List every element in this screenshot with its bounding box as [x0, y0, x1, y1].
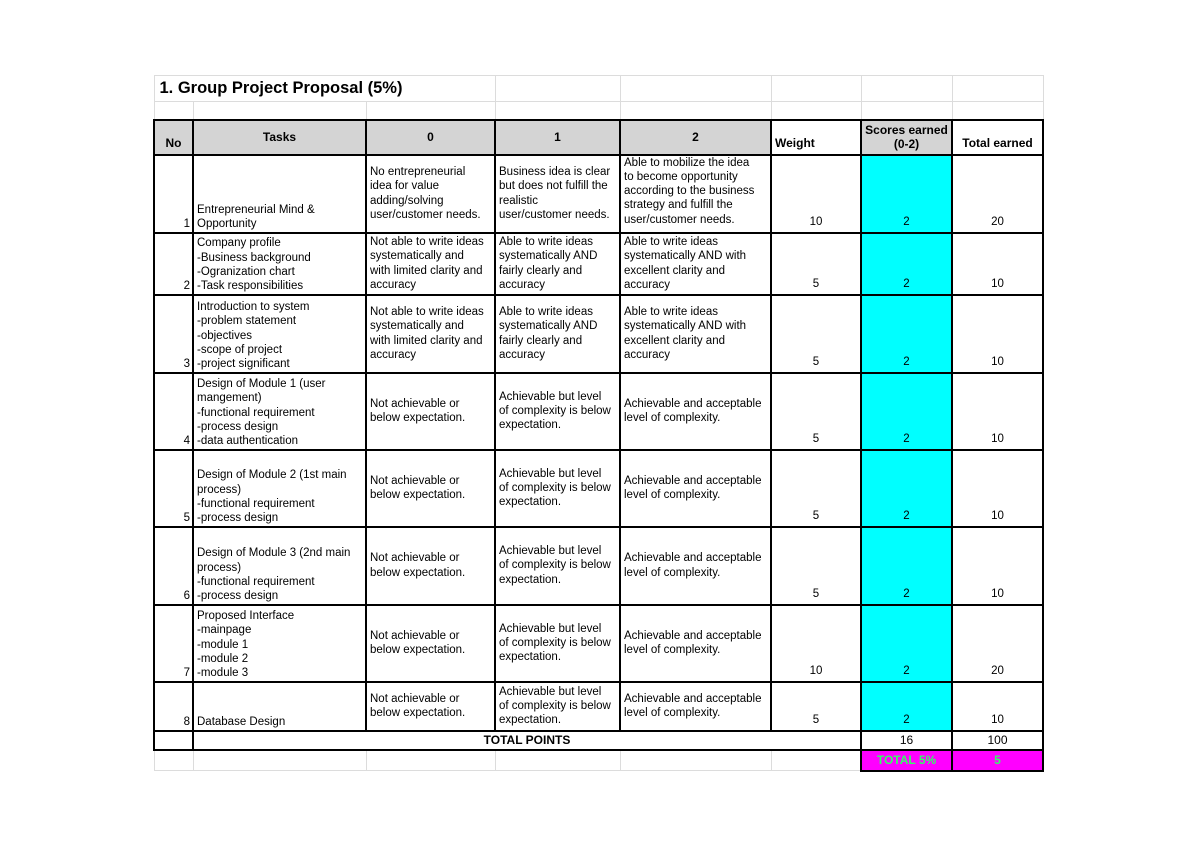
task-cell: Design of Module 1 (user mangement) -functional requirement -process design -data authentication: [193, 373, 366, 450]
score-cell: 2: [861, 450, 952, 527]
level-1-criteria: Able to write ideas systematically AND fairly clearly and accuracy: [495, 233, 620, 295]
score-cell: 2: [861, 605, 952, 682]
header-row: [154, 120, 1043, 155]
header-weight: Weight: [771, 120, 861, 155]
level-2-criteria: Able to mobilize the idea to become opportunity according to the business strategy and fulfill the user/customer needs.: [620, 155, 771, 233]
weight-cell: 5: [771, 373, 861, 450]
level-0-criteria: Not achievable or below expectation.: [366, 527, 495, 605]
total-earned-cell: 10: [952, 527, 1043, 605]
level-2-criteria: Achievable and acceptable level of complexity.: [620, 373, 771, 450]
row-number: 2: [154, 233, 193, 295]
header-no: No: [154, 120, 193, 155]
final-row: [154, 750, 1043, 771]
weight-cell: 5: [771, 450, 861, 527]
row-number: 5: [154, 450, 193, 527]
scores-sum: 16: [861, 731, 952, 750]
level-2-criteria: Achievable and acceptable level of complexity.: [620, 605, 771, 682]
level-1-criteria: Achievable but level of complexity is below expectation.: [495, 527, 620, 605]
level-2-criteria: Achievable and acceptable level of complexity.: [620, 527, 771, 605]
total-earned-cell: 10: [952, 373, 1043, 450]
level-1-criteria: Able to write ideas systematically AND fairly clearly and accuracy: [495, 295, 620, 373]
score-cell: 2: [861, 682, 952, 731]
level-1-criteria: Achievable but level of complexity is below expectation.: [495, 450, 620, 527]
title-row: [154, 76, 1043, 102]
rubric-sheet: [153, 75, 1044, 772]
total-sum: 100: [952, 731, 1043, 750]
task-cell: Proposed Interface -mainpage -module 1 -module 2 -module 3: [193, 605, 366, 682]
header-total-earned: Total earned: [952, 120, 1043, 155]
weight-cell: 10: [771, 605, 861, 682]
level-0-criteria: Not achievable or below expectation.: [366, 605, 495, 682]
spacer-row: [154, 102, 1043, 120]
level-1-criteria: Achievable but level of complexity is below expectation.: [495, 682, 620, 731]
row-number: 4: [154, 373, 193, 450]
task-cell: Entrepreneurial Mind & Opportunity: [193, 155, 366, 233]
row-number: 8: [154, 682, 193, 731]
level-0-criteria: Not achievable or below expectation.: [366, 373, 495, 450]
rubric-row: [154, 233, 1043, 295]
level-0-criteria: Not achievable or below expectation.: [366, 450, 495, 527]
rubric-table: [153, 75, 1044, 772]
final-value: 5: [952, 750, 1043, 771]
level-1-criteria: Achievable but level of complexity is below expectation.: [495, 605, 620, 682]
rubric-row: [154, 155, 1043, 233]
level-1-criteria: Achievable but level of complexity is below expectation.: [495, 373, 620, 450]
level-0-criteria: Not able to write ideas systematically and with limited clarity and accuracy: [366, 233, 495, 295]
rubric-row: [154, 373, 1043, 450]
total-earned-cell: 10: [952, 233, 1043, 295]
total-points-label: TOTAL POINTS: [193, 731, 861, 750]
score-cell: 2: [861, 527, 952, 605]
weight-cell: 5: [771, 527, 861, 605]
rubric-row: [154, 295, 1043, 373]
page-title: 1. Group Project Proposal (5%): [154, 76, 495, 102]
header-level-2: 2: [620, 120, 771, 155]
row-number: 7: [154, 605, 193, 682]
row-number: 1: [154, 155, 193, 233]
weight-cell: 5: [771, 233, 861, 295]
total-earned-cell: 10: [952, 450, 1043, 527]
level-0-criteria: Not able to write ideas systematically and with limited clarity and accuracy: [366, 295, 495, 373]
task-cell: Design of Module 2 (1st main process) -functional requirement -process design: [193, 450, 366, 527]
final-label: TOTAL 5%: [861, 750, 952, 771]
header-level-0: 0: [366, 120, 495, 155]
total-earned-cell: 20: [952, 155, 1043, 233]
rubric-row: [154, 450, 1043, 527]
weight-cell: 5: [771, 682, 861, 731]
score-cell: 2: [861, 295, 952, 373]
rubric-row: [154, 605, 1043, 682]
rubric-row: [154, 682, 1043, 731]
task-cell: Company profile -Business background -Ogranization chart -Task responsibilities: [193, 233, 366, 295]
row-number: 6: [154, 527, 193, 605]
level-1-criteria: Business idea is clear but does not fulfill the realistic user/customer needs.: [495, 155, 620, 233]
weight-cell: 10: [771, 155, 861, 233]
task-cell: Design of Module 3 (2nd main process) -functional requirement -process design: [193, 527, 366, 605]
total-points-row: [154, 731, 1043, 750]
level-2-criteria: Able to write ideas systematically AND with excellent clarity and accuracy: [620, 295, 771, 373]
header-level-1: 1: [495, 120, 620, 155]
header-tasks: Tasks: [193, 120, 366, 155]
row-number: 3: [154, 295, 193, 373]
level-0-criteria: No entrepreneurial idea for value adding/solving user/customer needs.: [366, 155, 495, 233]
header-scores-earned: Scores earned (0-2): [861, 120, 952, 155]
level-0-criteria: Not achievable or below expectation.: [366, 682, 495, 731]
total-earned-cell: 10: [952, 682, 1043, 731]
score-cell: 2: [861, 155, 952, 233]
total-earned-cell: 10: [952, 295, 1043, 373]
level-2-criteria: Achievable and acceptable level of complexity.: [620, 682, 771, 731]
task-cell: Database Design: [193, 682, 366, 731]
total-earned-cell: 20: [952, 605, 1043, 682]
score-cell: 2: [861, 233, 952, 295]
weight-cell: 5: [771, 295, 861, 373]
score-cell: 2: [861, 373, 952, 450]
rubric-row: [154, 527, 1043, 605]
level-2-criteria: Achievable and acceptable level of complexity.: [620, 450, 771, 527]
rubric-rows: [154, 155, 1043, 731]
task-cell: Introduction to system -problem statement -objectives -scope of project -project significant: [193, 295, 366, 373]
level-2-criteria: Able to write ideas systematically AND with excellent clarity and accuracy: [620, 233, 771, 295]
